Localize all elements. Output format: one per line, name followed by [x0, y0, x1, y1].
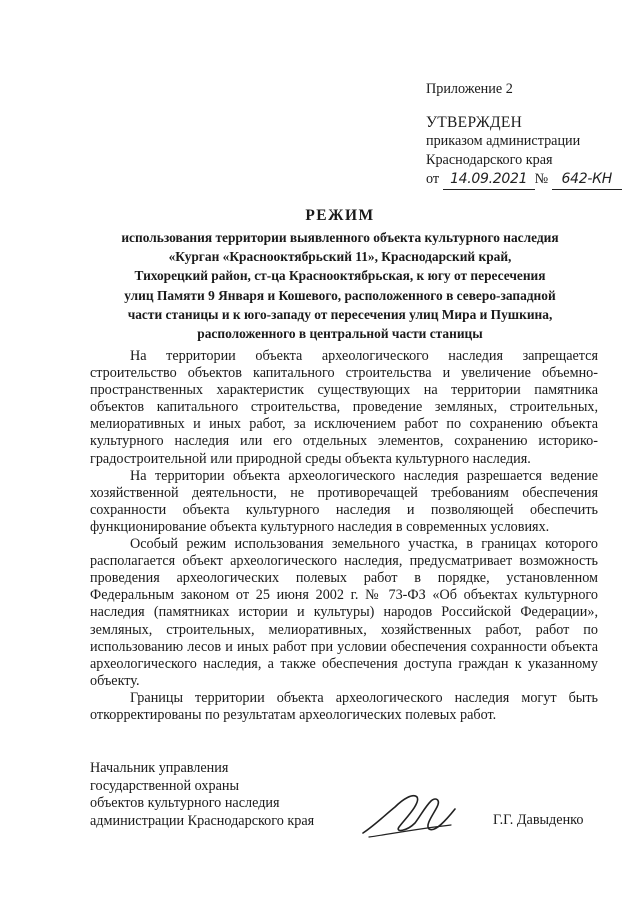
position-line: объектов культурного наследия [90, 795, 280, 812]
subtitle-line: использования территории выявленного объекта культурного наследия [121, 230, 559, 245]
document-title: РЕЖИМ [305, 207, 375, 224]
number-prefix: № [534, 171, 549, 187]
approval-stamp [426, 80, 622, 190]
paragraph-boundaries: Границы территории объекта археологического наследия могут быть откорректированы по результатам археологических полевых работ. [90, 689, 598, 723]
handwritten-date: 14.09.2021 [443, 170, 535, 190]
order-date-line [426, 170, 622, 190]
subtitle-line: «Курган «Краснооктябрьский 11», Краснодарский край, [168, 249, 512, 265]
subtitle-line: расположенного в центральной части станицы [197, 326, 483, 342]
paragraph-prohibitions: На территории объекта археологического наследия запрещается строительство объектов капитального строительства и увеличение объемно-пространственных характеристик существующих на территории памятника объектов капитального строительства, проведение земляных, строительных, мелиоративных и иных работ, за исключением работ по сохранению объекта культурного наследия или его отдельных элементов, сохранению историко-градостроительной или природной среды объекта культурного наследия. [90, 348, 598, 467]
signatory-position [90, 760, 314, 830]
signatory-name: Г.Г. Давыденко [493, 812, 584, 828]
paragraph-special-regime: Особый режим использования земельного участка, в границах которого располагается объект археологического наследия, предусматривает возможность проведения археологических полевых работ в порядке, установленном Федеральным законом от 25 июня 2002 г. № 73-ФЗ «Об объектах культурного наследия (памятниках истории и культуры) народов Российской Федерации», земляных, строительных, мелиоративных, хозяйственных работ, работ по использованию лесов и иных работ при условии обеспечения сохранности объекта археологического наследия, а также обеспечения доступа граждан к указанному объекту. [90, 536, 598, 689]
subtitle-line: Тихорецкий район, ст-ца Краснооктябрьская, к югу от пересечения [134, 268, 546, 284]
document-subtitle [80, 228, 600, 343]
position-line: государственной охраны [90, 777, 240, 794]
paragraph-permissions: На территории объекта археологического наследия разрешается ведение хозяйственной деятельности, не противоречащей требованиям обеспечения сохранности объекта культурного наследия и позволяющей обеспечить функционирование объекта культурного наследия в современных условиях. [90, 467, 598, 535]
handwritten-signature [355, 785, 465, 845]
subtitle-line: улиц Памяти 9 Января и Кошевого, расположенного в северо-западной [124, 287, 556, 303]
appendix-label: Приложение 2 [426, 81, 513, 97]
subtitle-line: части станицы и к юго-западу от пересечения улиц Мира и Пушкина, [127, 306, 553, 322]
order-line-1: приказом администрации [426, 133, 581, 149]
approved-label: УТВЕРЖДЕН [426, 114, 523, 131]
handwritten-number: 642-КН [552, 170, 622, 190]
document-body [90, 348, 598, 724]
position-line: Начальник управления [90, 760, 229, 776]
date-prefix: от [426, 171, 440, 187]
position-line: администрации Краснодарского края [90, 812, 315, 829]
order-line-2: Краснодарского края [426, 152, 553, 168]
